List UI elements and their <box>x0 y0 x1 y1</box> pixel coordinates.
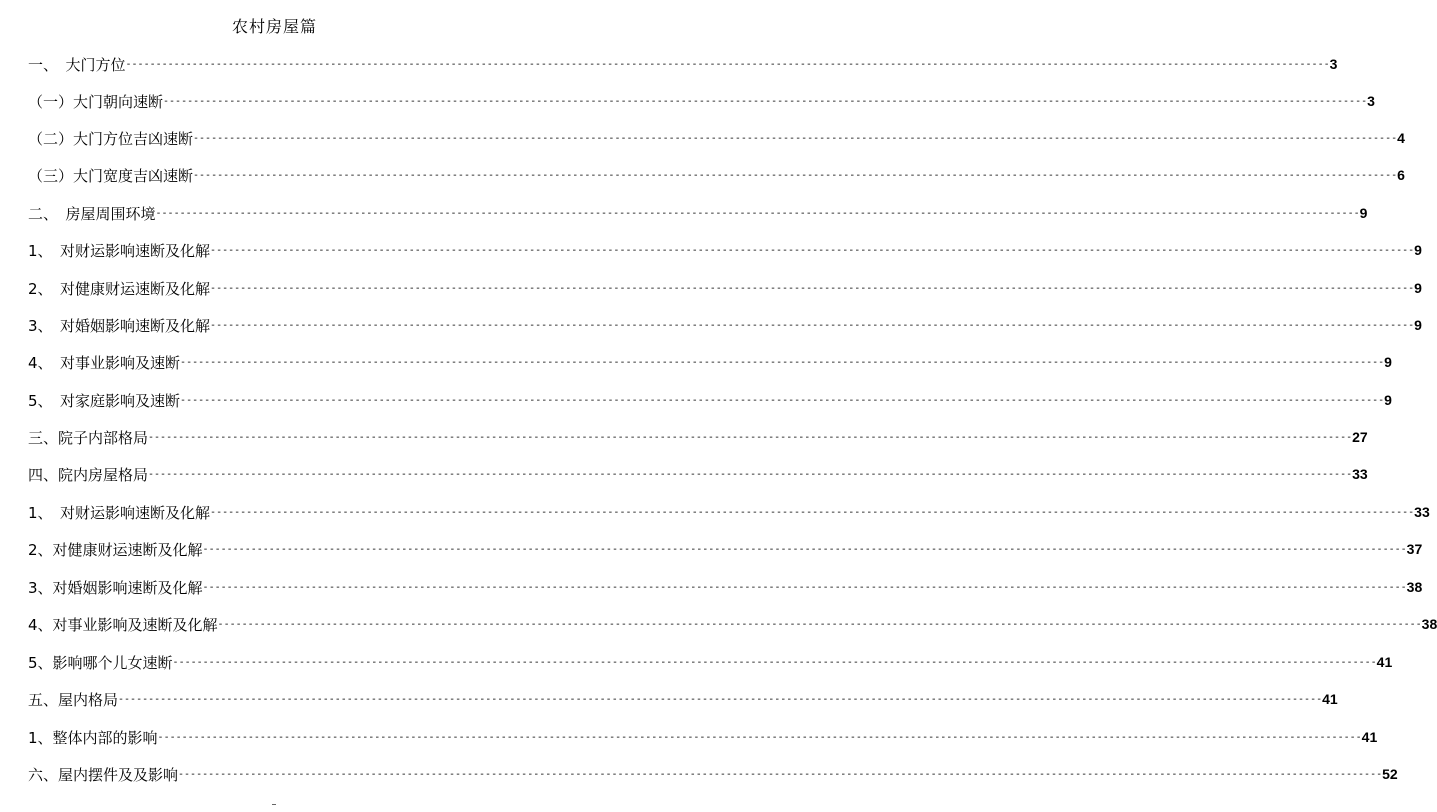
toc-entry-label: 三、院子内部格局 <box>28 428 149 447</box>
toc-entry-page-number: 27 <box>1352 429 1368 445</box>
document-title: 农村房屋篇 <box>231 17 317 36</box>
page-footer-mark <box>272 804 276 809</box>
toc-entry-page-number: 9 <box>1414 242 1422 258</box>
toc-entry-page-number: 41 <box>1322 691 1338 707</box>
toc-entry-page-number: 41 <box>1376 654 1393 670</box>
toc-entry-label: 1、整体内部的影响 <box>28 728 158 747</box>
toc-entry[interactable] <box>28 425 1368 449</box>
toc-dot-leader: -------------------------------------------------------------------------------------------------------------------------------------------------------------------------------------------------------- <box>172 656 1377 668</box>
toc-entry[interactable] <box>28 462 1368 486</box>
toc-entry-label: （一）大门朝向速断 <box>28 92 164 111</box>
toc-entry[interactable] <box>28 163 1405 187</box>
toc-entry-label: 4、 对事业影响及速断 <box>28 353 181 372</box>
toc-dot-leader: -------------------------------------------------------------------------------------------------------------------------------------------------------------------------------------------------------- <box>210 319 1415 331</box>
toc-entry-label: 4、对事业影响及速断及化解 <box>28 615 218 634</box>
toc-entry[interactable] <box>28 89 1375 113</box>
toc-entry-page-number: 9 <box>1414 280 1422 296</box>
toc-entry[interactable] <box>28 762 1398 786</box>
toc-entry-label: 1、 对财运影响速断及化解 <box>28 241 211 260</box>
toc-entry[interactable] <box>28 500 1430 524</box>
toc-entry-page-number: 52 <box>1382 766 1398 782</box>
toc-entry[interactable] <box>28 52 1338 76</box>
toc-entry-page-number: 33 <box>1414 504 1430 520</box>
toc-entry[interactable] <box>28 687 1338 711</box>
toc-dot-leader: -------------------------------------------------------------------------------------------------------------------------------------------------------------------------------------------------------- <box>148 431 1353 443</box>
toc-entry-page-number: 3 <box>1367 93 1375 109</box>
toc-entry-label: 3、 对婚姻影响速断及化解 <box>28 316 211 335</box>
toc-dot-leader: -------------------------------------------------------------------------------------------------------------------------------------------------------------------------------------------------------- <box>217 618 1422 630</box>
toc-dot-leader: -------------------------------------------------------------------------------------------------------------------------------------------------------------------------------------------------------- <box>118 693 1323 705</box>
toc-dot-leader: -------------------------------------------------------------------------------------------------------------------------------------------------------------------------------------------------------- <box>157 731 1362 743</box>
toc-entry-label: 2、 对健康财运速断及化解 <box>28 279 211 298</box>
toc-entry[interactable] <box>28 612 1437 636</box>
toc-dot-leader: -------------------------------------------------------------------------------------------------------------------------------------------------------------------------------------------------------- <box>202 581 1407 593</box>
toc-entry[interactable] <box>28 650 1393 674</box>
toc-entry-page-number: 38 <box>1406 579 1423 595</box>
toc-entry-label: 5、 对家庭影响及速断 <box>28 391 181 410</box>
toc-entry-page-number: 9 <box>1384 392 1392 408</box>
toc-entry[interactable] <box>28 388 1392 412</box>
toc-dot-leader: -------------------------------------------------------------------------------------------------------------------------------------------------------------------------------------------------------- <box>193 132 1398 144</box>
toc-entry-page-number: 37 <box>1406 541 1423 557</box>
toc-entry[interactable] <box>28 313 1422 337</box>
toc-entry-label: （二）大门方位吉凶速断 <box>28 129 194 148</box>
toc-entry[interactable] <box>28 201 1368 225</box>
toc-entry-page-number: 9 <box>1384 354 1392 370</box>
toc-dot-leader: -------------------------------------------------------------------------------------------------------------------------------------------------------------------------------------------------------- <box>210 244 1415 256</box>
toc-dot-leader: -------------------------------------------------------------------------------------------------------------------------------------------------------------------------------------------------------- <box>178 768 1383 780</box>
toc-entry-label: 五、屋内格局 <box>28 690 119 709</box>
toc-entry-label: 2、对健康财运速断及化解 <box>28 540 203 559</box>
toc-dot-leader: -------------------------------------------------------------------------------------------------------------------------------------------------------------------------------------------------------- <box>180 356 1385 368</box>
toc-entry[interactable] <box>28 126 1405 150</box>
toc-entry-label: 1、 对财运影响速断及化解 <box>28 503 211 522</box>
toc-entry-label: 5、影响哪个儿女速断 <box>28 653 173 672</box>
toc-entry-page-number: 3 <box>1329 56 1338 72</box>
toc-entry-label: 六、屋内摆件及及影响 <box>28 765 179 784</box>
toc-dot-leader: -------------------------------------------------------------------------------------------------------------------------------------------------------------------------------------------------------- <box>210 282 1415 294</box>
toc-dot-leader: -------------------------------------------------------------------------------------------------------------------------------------------------------------------------------------------------------- <box>155 207 1360 219</box>
toc-entry[interactable] <box>28 238 1422 262</box>
toc-entry-label: 一、 大门方位 <box>28 55 126 74</box>
toc-entry-label: 3、对婚姻影响速断及化解 <box>28 578 203 597</box>
toc-entry-page-number: 33 <box>1352 466 1368 482</box>
toc-dot-leader: -------------------------------------------------------------------------------------------------------------------------------------------------------------------------------------------------------- <box>193 169 1398 181</box>
toc-entry-label: 二、 房屋周围环境 <box>28 204 156 223</box>
toc-entry[interactable] <box>28 350 1392 374</box>
toc-entry[interactable] <box>28 537 1423 561</box>
toc-dot-leader: -------------------------------------------------------------------------------------------------------------------------------------------------------------------------------------------------------- <box>210 506 1415 518</box>
toc-entry[interactable] <box>28 725 1378 749</box>
toc-entry-page-number: 6 <box>1397 167 1405 183</box>
toc-entry[interactable] <box>28 575 1423 599</box>
toc-entry-page-number: 4 <box>1397 130 1405 146</box>
toc-dot-leader: -------------------------------------------------------------------------------------------------------------------------------------------------------------------------------------------------------- <box>180 394 1385 406</box>
toc-entry[interactable] <box>28 276 1422 300</box>
toc-entry-page-number: 41 <box>1361 729 1378 745</box>
toc-entry-page-number: 9 <box>1359 205 1368 221</box>
toc-dot-leader: -------------------------------------------------------------------------------------------------------------------------------------------------------------------------------------------------------- <box>125 58 1330 70</box>
toc-dot-leader: -------------------------------------------------------------------------------------------------------------------------------------------------------------------------------------------------------- <box>202 543 1407 555</box>
toc-entry-page-number: 38 <box>1421 616 1437 632</box>
toc-entry-page-number: 9 <box>1414 317 1422 333</box>
toc-entry-label: （三）大门宽度吉凶速断 <box>28 166 194 185</box>
toc-entry-label: 四、院内房屋格局 <box>28 465 149 484</box>
toc-dot-leader: -------------------------------------------------------------------------------------------------------------------------------------------------------------------------------------------------------- <box>148 468 1353 480</box>
toc-dot-leader: -------------------------------------------------------------------------------------------------------------------------------------------------------------------------------------------------------- <box>163 95 1368 107</box>
